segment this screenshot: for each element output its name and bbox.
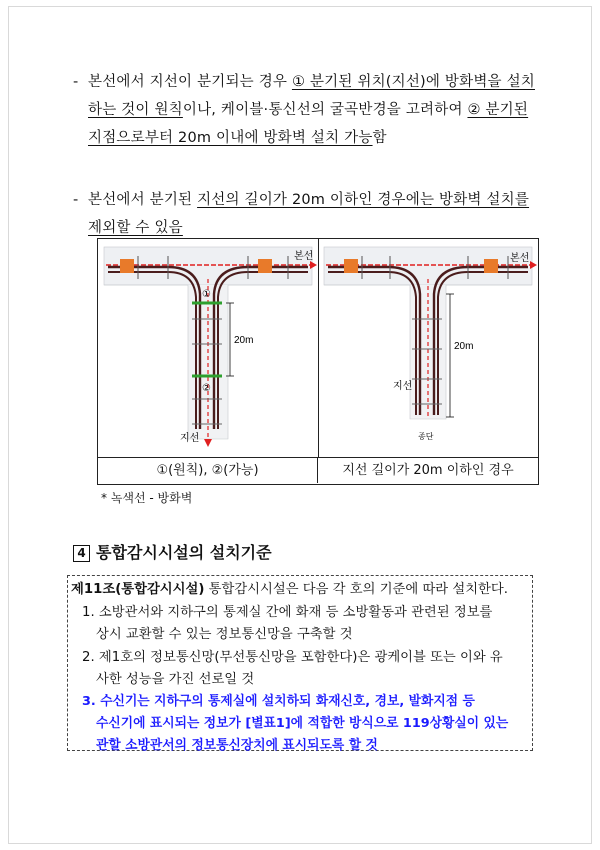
law-article-title: 제11조(통합감시시설) bbox=[71, 582, 205, 597]
branch-firewall-figure bbox=[97, 238, 539, 485]
bullet-paragraph-2 bbox=[73, 186, 538, 242]
law-article-intro: 통합감시시설은 다음 각 호의 기준에 따라 설치한다. bbox=[204, 582, 508, 597]
figure-panel-left bbox=[98, 239, 319, 457]
figure-caption-right: 지선 길이가 20m 이하인 경우 bbox=[318, 457, 538, 484]
figure-caption-left: ①(원칙), ②(가능) bbox=[98, 457, 318, 483]
law-article-box bbox=[67, 575, 533, 751]
figure-panel-right bbox=[318, 239, 538, 457]
main-line-label: 본선 bbox=[510, 253, 530, 264]
figure-note: * 녹색선 - 방화벽 bbox=[101, 491, 193, 505]
distance-label: 20m bbox=[234, 335, 254, 346]
law-item-3-line3: 관할 소방관서의 정보통신장치에 표시되도록 할 것 bbox=[96, 738, 378, 753]
marker-1: ① bbox=[202, 289, 211, 300]
bullet-text: 이나, 케이블·통신선의 굴곡반경을 고려하여 bbox=[182, 102, 468, 118]
law-item-2-line1: 2. 제1호의 정보통신망(무선통신망을 포함한다)은 광케이블 또는 이와 유 bbox=[82, 650, 503, 665]
end-label: 종단 bbox=[418, 432, 434, 441]
section-number: 4 bbox=[73, 545, 90, 562]
bullet-text: 본선에서 지선이 분기되는 경우 bbox=[88, 74, 292, 90]
law-article-line bbox=[71, 579, 508, 601]
bullet-text: 본선에서 분기된 bbox=[88, 192, 198, 208]
law-item-3-line2: 수신기에 표시되는 정보가 [별표1]에 적합한 방식으로 119상황실이 있는 bbox=[96, 716, 509, 731]
bullet-dash: - bbox=[73, 192, 79, 208]
law-item-3-line1: 3. 수신기는 지하구의 통제실에 설치하되 화재신호, 경보, 발화지점 등 bbox=[82, 694, 475, 709]
bullet-dash: - bbox=[73, 74, 79, 90]
bullet-text-underlined: ① 분기된 위치(지선)에 방화벽을 설치하는 것이 원칙 bbox=[88, 74, 535, 118]
law-item-1-line1: 1. 소방관서와 지하구의 통제실 간에 화재 등 소방활동과 관련된 정보를 bbox=[82, 605, 493, 620]
distance-label: 20m bbox=[454, 341, 474, 352]
bullet-text-underlined: ② 분기된 지점으로부터 20m 이내에 방화벽 설치 가능 bbox=[88, 102, 529, 146]
section-title-text: 통합감시시설의 설치기준 bbox=[96, 543, 272, 562]
law-item-2-line2: 사한 성능을 가진 선로일 것 bbox=[96, 672, 255, 687]
bullet-text: 함 bbox=[372, 130, 387, 146]
main-line-label: 본선 bbox=[294, 251, 314, 262]
branch-diagram-right bbox=[318, 239, 538, 457]
bullet-paragraph-1 bbox=[73, 68, 538, 152]
bullet-text-underlined: 지선의 길이가 20m 이하인 경우에는 방화벽 설치를 제외할 수 있음 bbox=[88, 192, 530, 236]
marker-2: ② bbox=[202, 383, 211, 394]
section-heading bbox=[73, 540, 272, 563]
branch-diagram-left bbox=[98, 239, 318, 457]
branch-line-label: 지선 bbox=[180, 433, 200, 444]
branch-line-label: 지선 bbox=[393, 381, 413, 392]
law-item-1-line2: 상시 교환할 수 있는 정보통신망을 구축할 것 bbox=[96, 627, 353, 642]
